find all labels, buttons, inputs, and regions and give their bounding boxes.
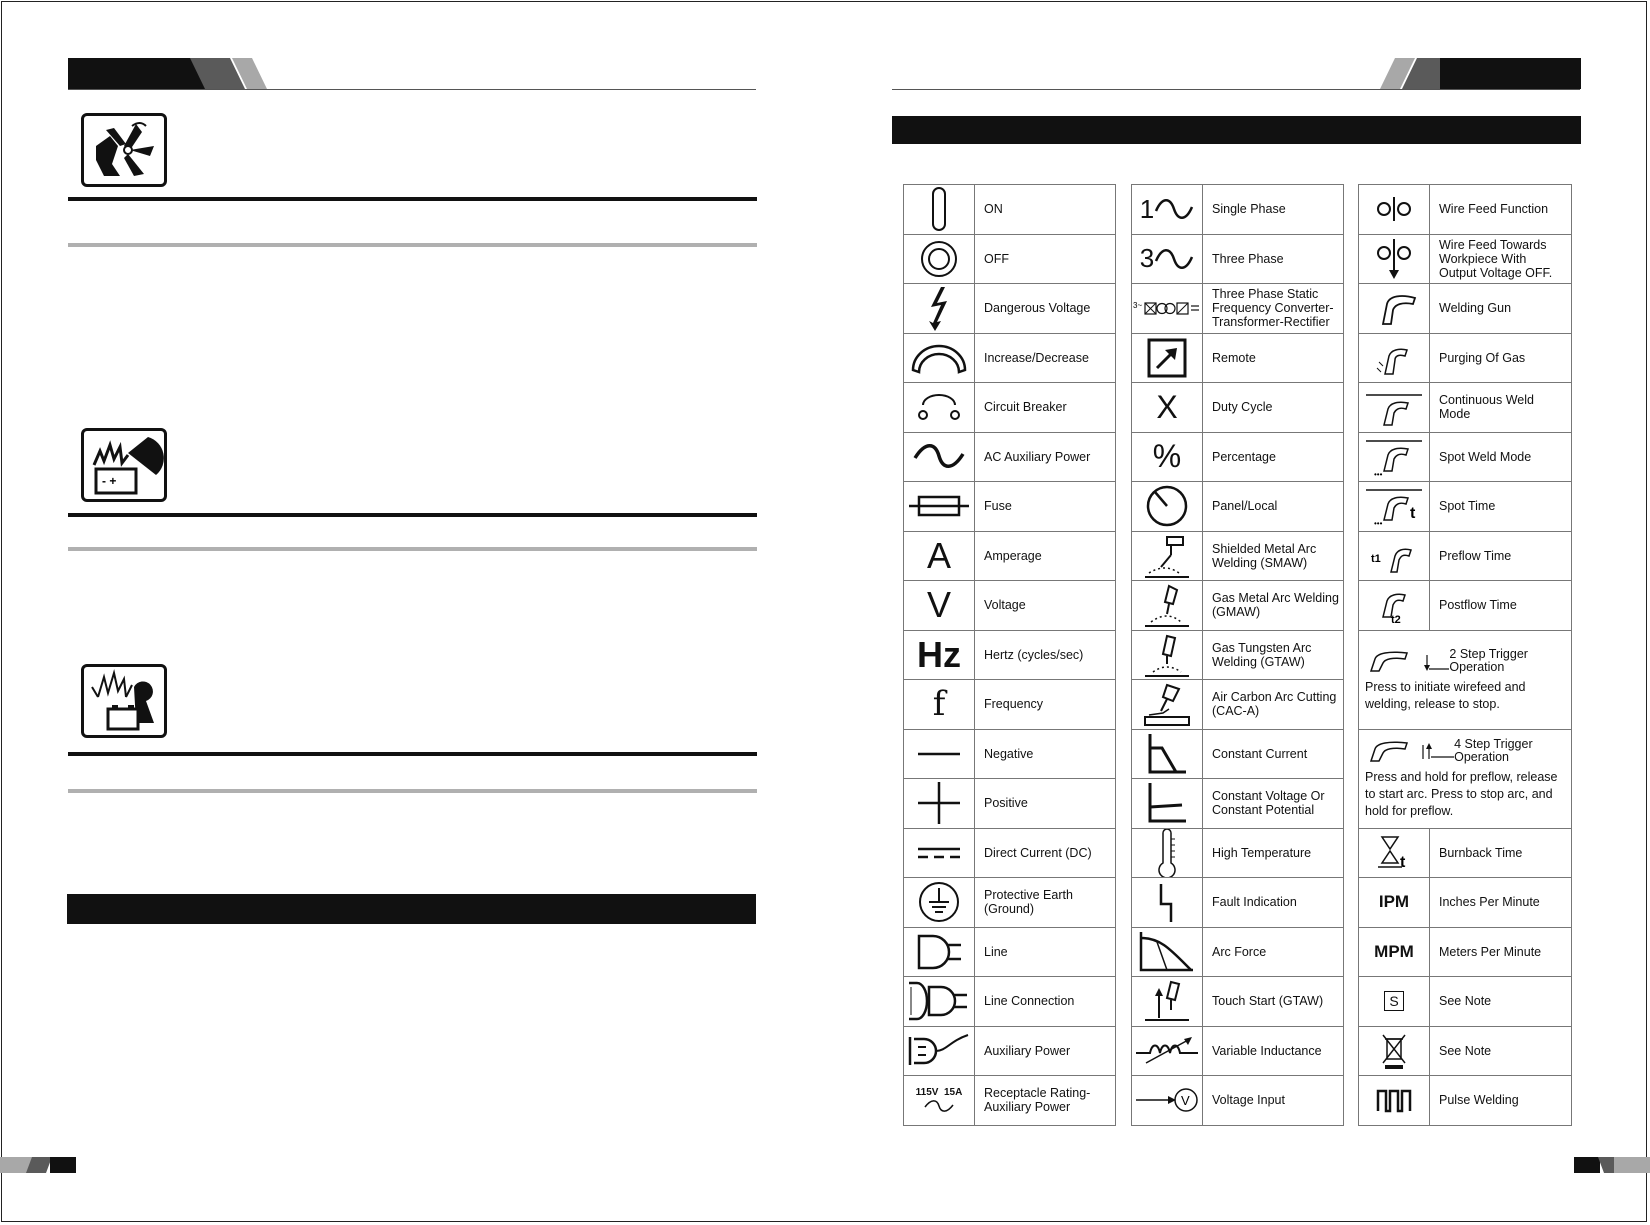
symbol-label: Welding Gun	[1430, 284, 1572, 334]
protective-earth-icon	[904, 878, 975, 928]
table-row	[904, 1076, 1116, 1126]
table-row	[1359, 185, 1572, 235]
table-row	[904, 581, 1116, 631]
section-2-subrule	[68, 547, 757, 551]
symbol-label: Direct Current (DC)	[975, 828, 1116, 878]
symbol-label: AC Auxiliary Power	[975, 432, 1116, 482]
high-temperature-icon	[1132, 828, 1203, 878]
table-row	[904, 234, 1116, 284]
two-step-trigger-cell	[1359, 630, 1572, 729]
left-section-heading-bar	[67, 894, 756, 924]
table-row	[1132, 383, 1344, 433]
voltage-icon: V	[904, 581, 975, 631]
table-row	[1359, 729, 1572, 828]
symbol-table-col3	[1358, 184, 1572, 1126]
two-step-trigger-desc: Press to initiate wirefeed and welding, release to stop.	[1365, 679, 1526, 711]
table-row	[904, 977, 1116, 1027]
ipm-icon: IPM	[1359, 878, 1430, 928]
symbol-label: Circuit Breaker	[975, 383, 1116, 433]
table-row	[1132, 927, 1344, 977]
frequency-icon: f	[904, 680, 975, 730]
negative-icon	[904, 729, 975, 779]
table-row	[904, 680, 1116, 730]
left-footer-tab	[0, 1157, 76, 1173]
smaw-icon	[1132, 531, 1203, 581]
symbol-label: Pulse Welding	[1430, 1076, 1572, 1126]
symbol-label: Constant Voltage Or Constant Potential	[1203, 779, 1344, 829]
symbol-label: Burnback Time	[1430, 828, 1572, 878]
symbol-label: Single Phase	[1203, 185, 1344, 235]
symbol-label: Shielded Metal Arc Welding (SMAW)	[1203, 531, 1344, 581]
table-row	[1359, 432, 1572, 482]
fuse-icon	[904, 482, 975, 532]
gtaw-icon	[1132, 630, 1203, 680]
symbol-table-col1	[903, 184, 1116, 1126]
table-row	[1359, 482, 1572, 532]
symbol-label: Frequency	[975, 680, 1116, 730]
preflow-time-glyph: t1	[1371, 552, 1381, 565]
symbol-label: Continuous Weld Mode	[1430, 383, 1572, 433]
section-1-rule	[68, 197, 757, 201]
symbol-label: Voltage Input	[1203, 1076, 1344, 1126]
table-row	[1359, 333, 1572, 383]
postflow-time-icon	[1359, 581, 1430, 631]
burnback-time-icon	[1359, 828, 1430, 878]
symbol-label: Line Connection	[975, 977, 1116, 1027]
duty-cycle-icon: X	[1132, 383, 1203, 433]
right-footer-tab	[1574, 1157, 1650, 1173]
purging-of-gas-icon	[1359, 333, 1430, 383]
line-connection-icon	[904, 977, 975, 1027]
table-row	[1132, 1076, 1344, 1126]
table-row	[904, 284, 1116, 334]
four-step-trigger-icon	[1365, 737, 1454, 765]
moving-parts-icon	[81, 113, 167, 187]
table-row	[1359, 878, 1572, 928]
three-phase-converter-glyph: 3~	[1133, 301, 1143, 311]
table-row	[1132, 878, 1344, 928]
symbol-label: Voltage	[975, 581, 1116, 631]
symbol-label: Positive	[975, 779, 1116, 829]
four-step-trigger-desc: Press and hold for preflow, release to start arc. Press to stop arc, and hold for preflow.	[1365, 770, 1558, 818]
two-step-trigger-title: 2 Step Trigger Operation	[1449, 646, 1528, 674]
symbol-label: Spot Weld Mode	[1430, 432, 1572, 482]
see-note-s-glyph: S	[1384, 991, 1404, 1011]
table-row	[904, 531, 1116, 581]
receptacle-rating-icon	[904, 1076, 975, 1126]
preflow-time-icon	[1359, 531, 1430, 581]
table-row	[904, 383, 1116, 433]
left-header-stripes	[190, 58, 280, 89]
symbol-label: Inches Per Minute	[1430, 878, 1572, 928]
symbol-label: Air Carbon Arc Cutting (CAC-A)	[1203, 680, 1344, 730]
battery-explosion-icon	[81, 428, 167, 502]
symbol-label: Panel/Local	[1203, 482, 1344, 532]
remote-icon	[1132, 333, 1203, 383]
table-row	[904, 630, 1116, 680]
table-row	[1132, 185, 1344, 235]
symbol-label: See Note	[1430, 977, 1572, 1027]
spot-time-glyph: t	[1410, 505, 1416, 523]
symbol-label: Fuse	[975, 482, 1116, 532]
on-icon	[904, 185, 975, 235]
two-step-trigger-icon	[1365, 647, 1449, 675]
panel-local-icon	[1132, 482, 1203, 532]
table-row	[1359, 977, 1572, 1027]
four-step-trigger-cell	[1359, 729, 1572, 828]
wire-feed-function-icon	[1359, 185, 1430, 235]
table-row	[904, 878, 1116, 928]
receptacle-volt-label: 115V	[915, 1087, 939, 1099]
symbol-label: OFF	[975, 234, 1116, 284]
symbol-label: Hertz (cycles/sec)	[975, 630, 1116, 680]
table-row	[1359, 927, 1572, 977]
single-phase-digit: 1	[1139, 193, 1155, 224]
gmaw-icon	[1132, 581, 1203, 631]
symbol-label: See Note	[1430, 1026, 1572, 1076]
symbol-label: Touch Start (GTAW)	[1203, 977, 1344, 1027]
see-note-weee-icon	[1359, 1026, 1430, 1076]
table-row	[904, 927, 1116, 977]
table-row	[1132, 729, 1344, 779]
table-row	[904, 185, 1116, 235]
amperage-icon: A	[904, 531, 975, 581]
dangerous-voltage-icon	[904, 284, 975, 334]
burnback-time-glyph: t	[1400, 853, 1406, 871]
section-3-subrule	[68, 789, 757, 793]
positive-icon	[904, 779, 975, 829]
table-row	[1132, 779, 1344, 829]
table-row	[1132, 977, 1344, 1027]
table-row	[1132, 432, 1344, 482]
symbol-label: Meters Per Minute	[1430, 927, 1572, 977]
symbol-label: Negative	[975, 729, 1116, 779]
symbol-label: Spot Time	[1430, 482, 1572, 532]
receptacle-amp-label: 15A	[944, 1087, 963, 1099]
symbol-label: Three Phase Static Frequency Converter-Transformer-Rectifier	[1203, 284, 1344, 334]
symbol-label: Receptacle Rating-Auxiliary Power	[975, 1076, 1116, 1126]
symbol-label: Percentage	[1203, 432, 1344, 482]
spot-weld-mode-icon	[1359, 432, 1430, 482]
table-row	[904, 333, 1116, 383]
symbol-label: Protective Earth (Ground)	[975, 878, 1116, 928]
percentage-icon: %	[1132, 432, 1203, 482]
symbol-label: Remote	[1203, 333, 1344, 383]
postflow-time-glyph: t2	[1391, 614, 1401, 626]
table-row	[904, 482, 1116, 532]
symbol-label: Three Phase	[1203, 234, 1344, 284]
fault-indication-icon	[1132, 878, 1203, 928]
arc-force-icon	[1132, 927, 1203, 977]
table-row	[1359, 630, 1572, 729]
symbol-label: Line	[975, 927, 1116, 977]
table-row	[1132, 531, 1344, 581]
wire-feed-towards-workpiece-icon	[1359, 234, 1430, 284]
symbol-label: High Temperature	[1203, 828, 1344, 878]
table-row	[1359, 581, 1572, 631]
symbol-label: ON	[975, 185, 1116, 235]
table-row	[1132, 1026, 1344, 1076]
continuous-weld-mode-icon	[1359, 383, 1430, 433]
table-row	[904, 729, 1116, 779]
mpm-icon: MPM	[1359, 927, 1430, 977]
table-row	[1132, 828, 1344, 878]
table-row	[1359, 828, 1572, 878]
circuit-breaker-icon	[904, 383, 975, 433]
symbol-label: Constant Current	[1203, 729, 1344, 779]
symbol-label: Variable Inductance	[1203, 1026, 1344, 1076]
svg-text:•••: •••	[1374, 469, 1383, 479]
table-row	[1132, 680, 1344, 730]
symbol-label: Dangerous Voltage	[975, 284, 1116, 334]
table-row	[1359, 1076, 1572, 1126]
symbol-label: Auxiliary Power	[975, 1026, 1116, 1076]
right-header-rule	[892, 89, 1580, 90]
auxiliary-power-icon	[904, 1026, 975, 1076]
symbol-label: Fault Indication	[1203, 878, 1344, 928]
symbol-label: Gas Metal Arc Welding (GMAW)	[1203, 581, 1344, 631]
ac-auxiliary-power-icon	[904, 432, 975, 482]
table-row	[1132, 482, 1344, 532]
table-row	[1359, 383, 1572, 433]
four-step-trigger-title: 4 Step Trigger Operation	[1454, 737, 1533, 764]
touch-start-icon	[1132, 977, 1203, 1027]
off-icon	[904, 234, 975, 284]
table-row	[1359, 234, 1572, 284]
table-row	[1132, 581, 1344, 631]
constant-voltage-icon	[1132, 779, 1203, 829]
constant-current-icon	[1132, 729, 1203, 779]
symbol-label: Gas Tungsten Arc Welding (GTAW)	[1203, 630, 1344, 680]
table-row	[1359, 284, 1572, 334]
single-phase-icon	[1132, 185, 1203, 235]
right-section-heading-bar	[892, 116, 1581, 144]
svg-text:•••: •••	[1374, 519, 1383, 529]
section-3-rule	[68, 752, 757, 756]
symbol-label: Arc Force	[1203, 927, 1344, 977]
voltage-input-glyph: V	[1181, 1093, 1190, 1109]
symbol-label: Amperage	[975, 531, 1116, 581]
three-phase-icon	[1132, 234, 1203, 284]
table-row	[1132, 284, 1344, 334]
symbol-label: Preflow Time	[1430, 531, 1572, 581]
table-row	[1132, 333, 1344, 383]
table-row	[1359, 1026, 1572, 1076]
section-2-rule	[68, 513, 757, 517]
direct-current-icon	[904, 828, 975, 878]
symbol-label: Postflow Time	[1430, 581, 1572, 631]
table-row	[904, 828, 1116, 878]
three-phase-converter-icon	[1132, 284, 1203, 334]
increase-decrease-icon	[904, 333, 975, 383]
right-header-bar	[1440, 58, 1581, 89]
welding-gun-icon	[1359, 284, 1430, 334]
variable-inductance-icon	[1132, 1026, 1203, 1076]
symbol-table-col2	[1131, 184, 1344, 1126]
voltage-input-icon	[1132, 1076, 1203, 1126]
table-row	[904, 432, 1116, 482]
symbol-label: Increase/Decrease	[975, 333, 1116, 383]
electric-shock-battery-icon	[81, 664, 167, 738]
pulse-welding-icon	[1359, 1076, 1430, 1126]
table-row	[904, 779, 1116, 829]
symbol-label: Wire Feed Towards Workpiece With Output Voltage OFF.	[1430, 234, 1572, 284]
table-row	[1132, 630, 1344, 680]
left-header-rule	[68, 89, 756, 90]
spot-time-icon	[1359, 482, 1430, 532]
table-row	[904, 1026, 1116, 1076]
symbol-label: Purging Of Gas	[1430, 333, 1572, 383]
symbol-label: Duty Cycle	[1203, 383, 1344, 433]
symbol-label: Wire Feed Function	[1430, 185, 1572, 235]
table-row	[1359, 531, 1572, 581]
section-1-subrule	[68, 243, 757, 247]
left-header-bar	[68, 58, 206, 89]
table-row	[1132, 234, 1344, 284]
see-note-s-icon	[1359, 977, 1430, 1027]
hertz-icon: Hz	[904, 630, 975, 680]
svg-text:- +: - +	[102, 474, 117, 488]
three-phase-digit: 3	[1139, 243, 1155, 274]
line-icon	[904, 927, 975, 977]
cac-a-icon	[1132, 680, 1203, 730]
